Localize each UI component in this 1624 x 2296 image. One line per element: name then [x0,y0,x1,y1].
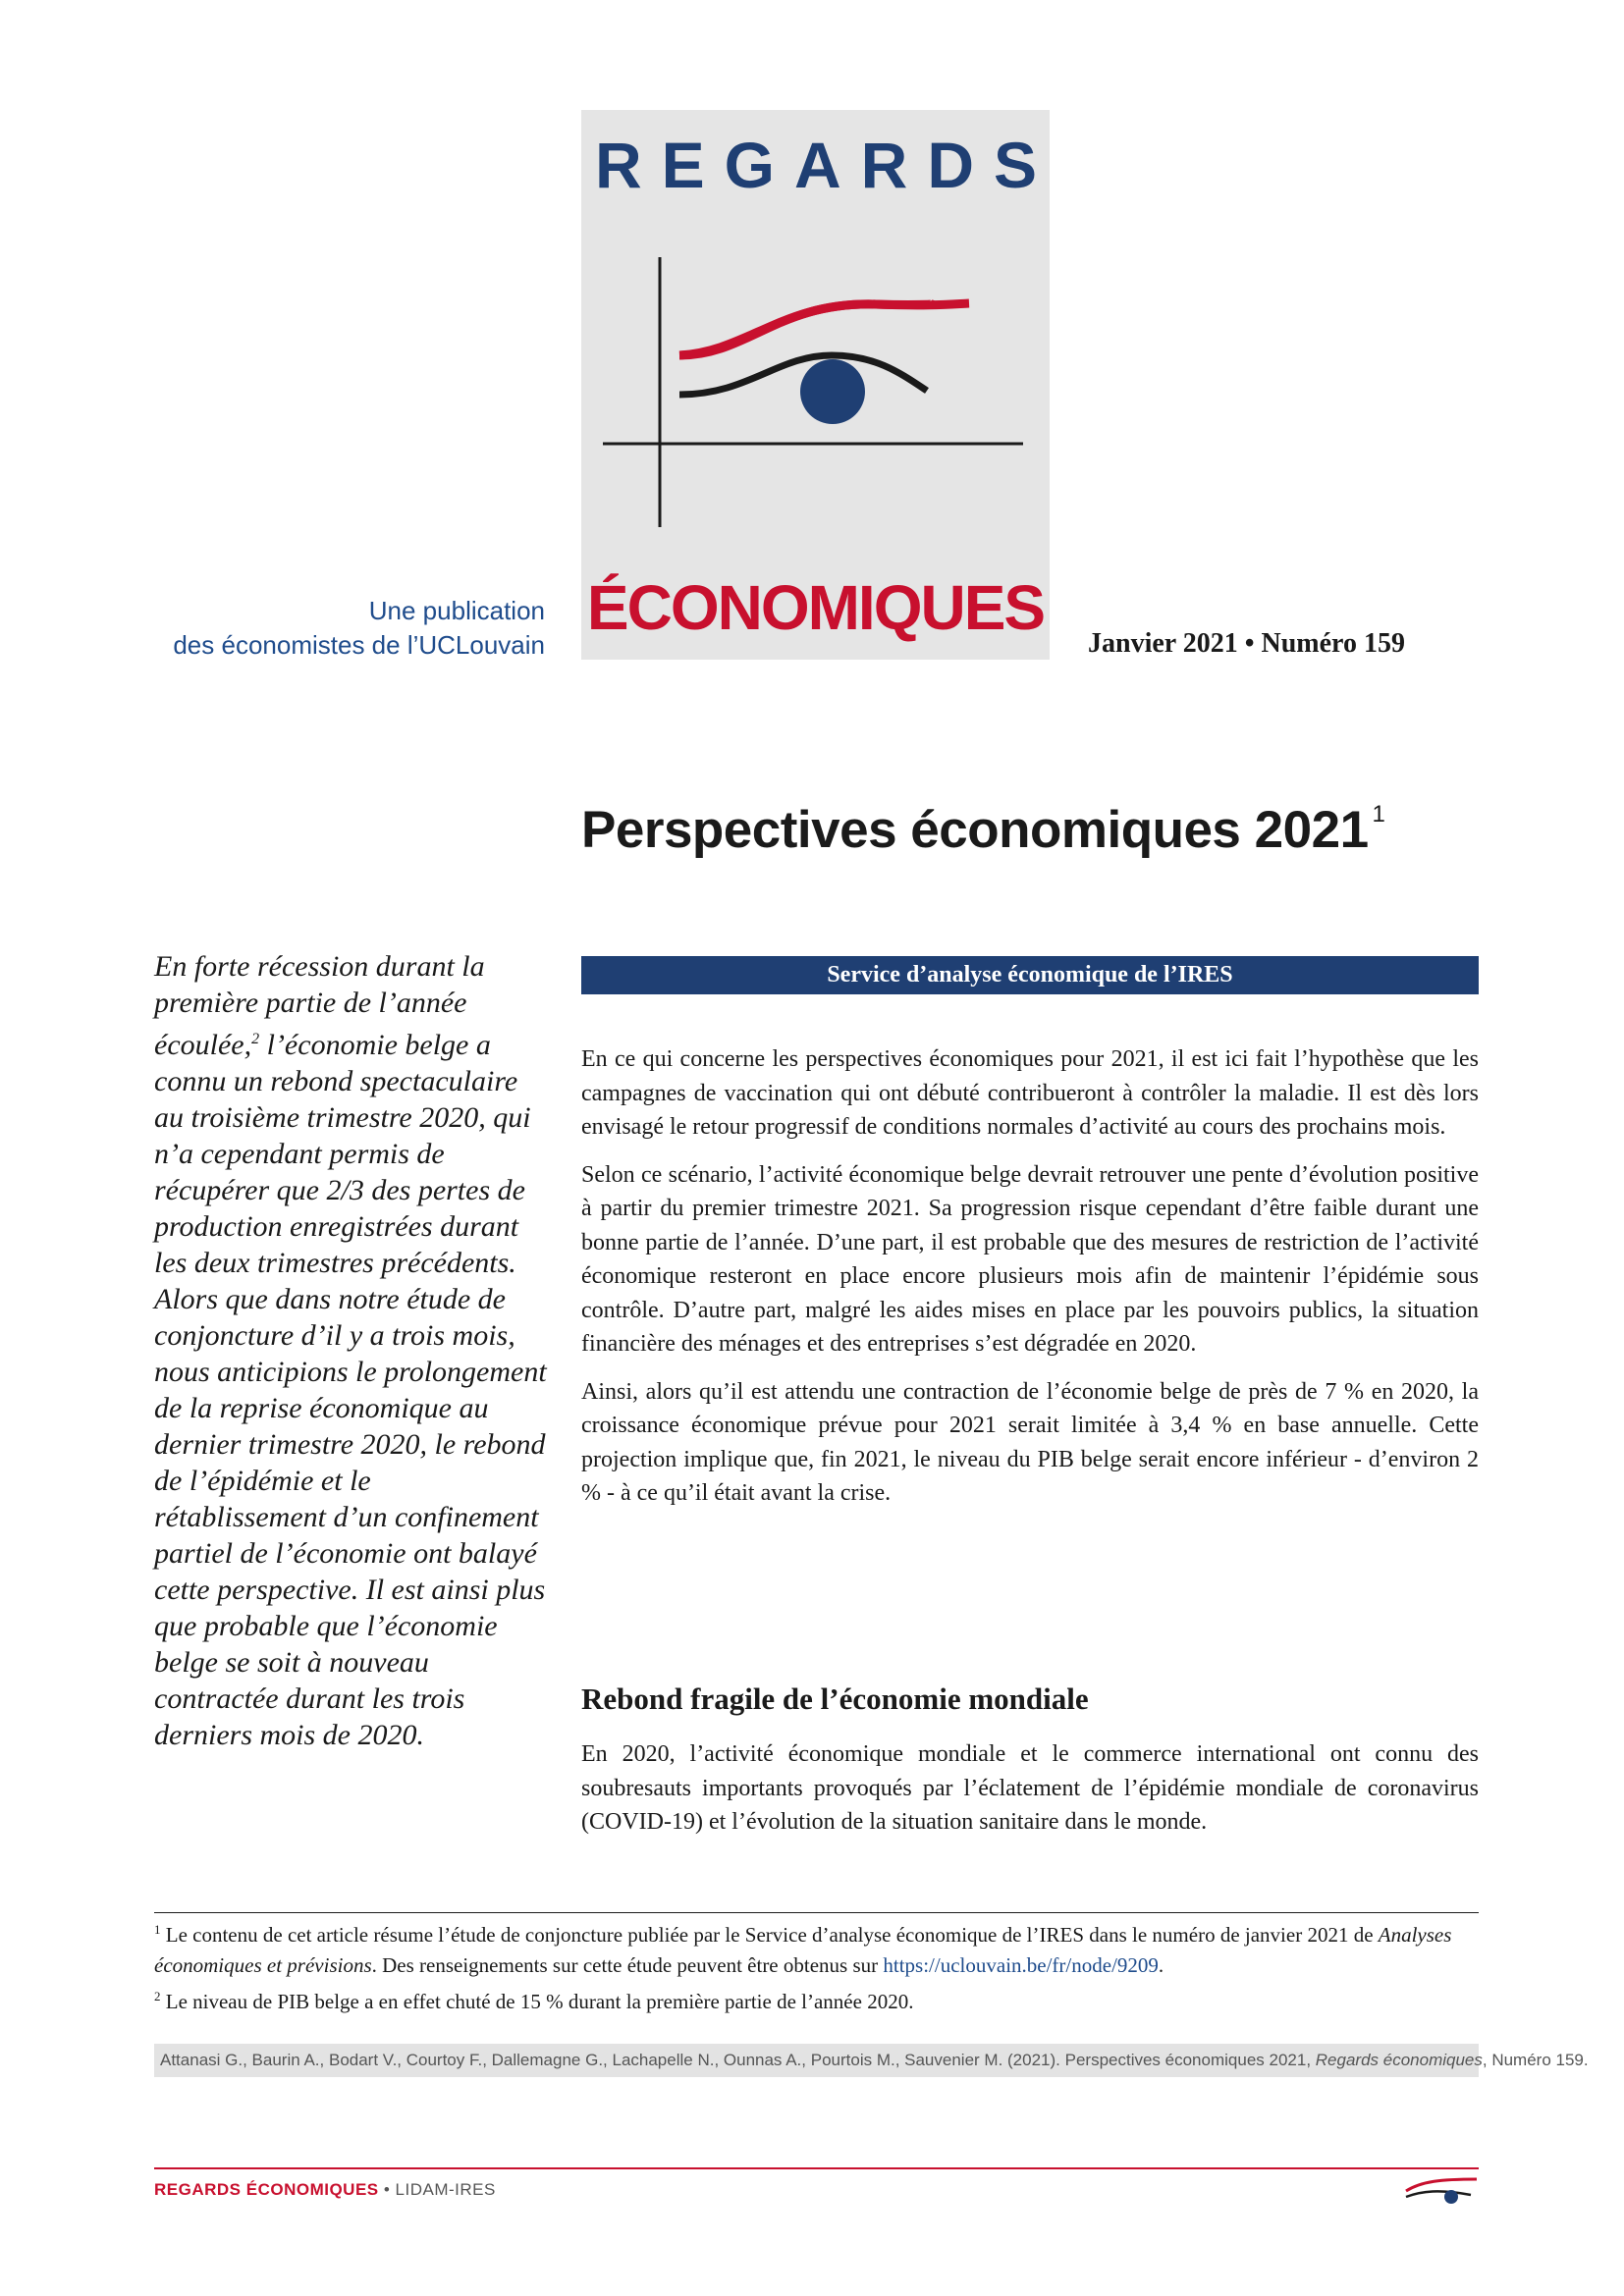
publisher-line-1: Une publication [368,596,545,625]
author-service-banner: Service d’analyse économique de l’IRES [581,956,1479,994]
page-title [581,800,1384,860]
footnote-divider [154,1912,1479,1913]
section-paragraph: En 2020, l’activité économique mondiale et le commerce international ont connu des soubresauts importants provoqués par l’éclatement de l’épidémie mondiale de coronavirus (COVID-19) et l’évolution de la situation sanitaire dans le monde. [581,1741,1479,1835]
issue-label: Janvier 2021 • Numéro 159 [1088,628,1405,659]
body-paragraph-3: Ainsi, alors qu’il est attendu une contraction de l’économie belge de près de 7 % en 2020, la croissance économique prévue pour 2021 serait limitée à 3,4 % en base annuelle. Cette projection implique que, fin 2021, le niveau du PIB belge serait encore inférieur - d’environ 2 % - à ce qu’il était avant la crise. [581,1378,1479,1506]
intro-part-1: En forte récession durant la première partie de l’année écoulée, [154,950,485,1061]
title-text: Perspectives économiques 2021 [581,801,1369,859]
logo [581,110,1057,660]
footer-label [154,2180,496,2200]
citation-text-b: , Numéro 159. [1482,2051,1589,2069]
logo-word-economiques: ÉCONOMIQUES [586,572,1045,643]
body-paragraph-2: Selon ce scénario, l’activité économique belge devrait retrouver une pente d’évolution positive à partir du premier trimestre 2021. Sa progression risque cependant d’être faible durant une bonne partie de l’année. D’une part, il est probable que des mesures de restriction de l’activité économique resteront en place encore plusieurs mois afin de maintenir l’épidémie sous contrôle. D’autre part, malgré les aides mises en place par les pouvoirs publics, la situation financière des ménages et des entreprises s’est dégradée en 2020. [581,1161,1479,1357]
article-body [581,1042,1479,1524]
intro-summary [154,948,547,1753]
intro-footnote-ref[interactable]: 2 [251,1031,260,1047]
title-footnote-ref[interactable]: 1 [1372,801,1385,828]
intro-part-2: l’économie belge a connu un rebond spectaculaire au troisième trimestre 2020, qui n’a cependant permis de récupérer que 2/3 des pertes de production enregistrées durant les deux trimestres précédents. Alors que dans notre étude de conjoncture d’il y a trois mois, nous anticipions le prolongement de la reprise économique au dernier trimestre 2020, le rebond de l’épidémie et le rétablissement d’un confinement partiel de l’économie ont balayé cette perspective. Il est ainsi plus que probable que l’économie belge se soit à nouveau contractée durant les trois derniers mois de 2020. [154,1029,547,1751]
citation-box [154,2044,1589,2077]
footnotes [154,1914,1479,2017]
footnote-1-text-a: Le contenu de cet article résume l’étude de conjoncture publiée par le Service d’analyse économique de l’IRES dans le numéro de janvier 2021 de [160,1923,1379,1947]
footnote-1-link[interactable]: https://uclouvain.be/fr/node/9209 [883,1953,1159,1977]
publisher-tagline [98,594,545,663]
footnote-2 [154,1981,1479,2017]
footer-brand: REGARDS ÉCONOMIQUES [154,2180,379,2199]
footnote-2-number: 2 [154,1989,161,2003]
footnote-2-text: Le niveau de PIB belge a en effet chuté de 15 % durant la première partie de l’année 2020. [160,1990,914,2013]
footnote-1-publication: Analyses économiques et prévisions [154,1923,1452,1977]
section-heading: Rebond fragile de l’économie mondiale [581,1682,1089,1716]
footnote-1 [154,1914,1479,1981]
body-paragraph-1: En ce qui concerne les perspectives économiques pour 2021, il est ici fait l’hypothèse que les campagnes de vaccination qui ont débuté contribueront à contrôler la maladie. Il est dès lors envisagé le retour progressif de conditions normales d’activité au cours des prochains mois. [581,1046,1479,1140]
footer-divider [154,2167,1479,2169]
footer-org: LIDAM-IRES [395,2180,496,2199]
footer-separator: • [378,2180,396,2199]
logo-word-regards: REGARDS [595,129,1057,201]
footnote-1-end: . [1158,1953,1164,1977]
citation-journal: Regards économiques [1315,2051,1483,2069]
footer-eye-logo-icon [1402,2169,1481,2209]
footnote-1-number: 1 [154,1922,161,1937]
footnote-1-text-b: . Des renseignements sur cette étude peuvent être obtenus sur [371,1953,884,1977]
publisher-line-2: des économistes de l’UCLouvain [173,630,545,660]
citation-text-a: Attanasi G., Baurin A., Bodart V., Courtoy F., Dallemagne G., Lachapelle N., Ounnas A., Pourtois M., Sauvenier M. (2021). Perspectives économiques 2021, [160,2051,1316,2069]
